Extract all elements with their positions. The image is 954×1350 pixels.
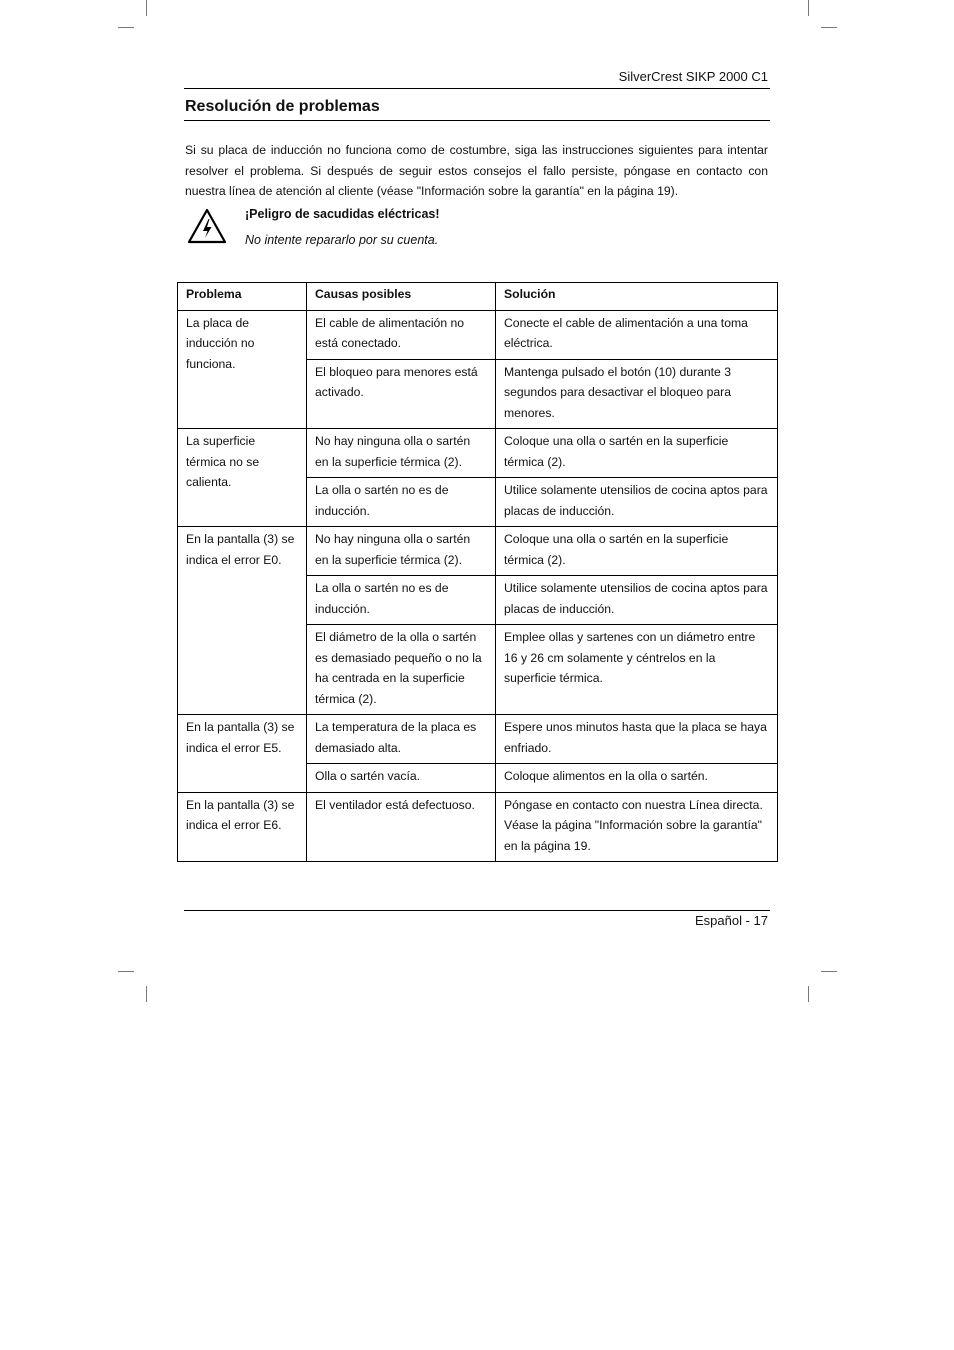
table-row bbox=[178, 310, 778, 359]
cause-cell: La olla o sartén no es de inducción. bbox=[307, 478, 496, 527]
troubleshooting-table bbox=[177, 282, 778, 862]
crop-mark bbox=[808, 0, 809, 16]
crop-mark bbox=[118, 971, 134, 972]
solution-cell: Espere unos minutos hasta que la placa se haya enfriado. bbox=[496, 715, 778, 764]
table-row bbox=[178, 527, 778, 576]
crop-mark bbox=[821, 971, 837, 972]
cause-cell: Olla o sartén vacía. bbox=[307, 764, 496, 793]
problem-cell: En la pantalla (3) se indica el error E0. bbox=[178, 527, 307, 715]
problem-cell: La placa de inducción no funciona. bbox=[178, 310, 307, 429]
header-product: SilverCrest SIKP 2000 C1 bbox=[618, 69, 768, 84]
solution-cell: Emplee ollas y sartenes con un diámetro entre 16 y 26 cm solamente y céntrelos en la superficie térmica. bbox=[496, 625, 778, 715]
solution-cell: Coloque alimentos en la olla o sartén. bbox=[496, 764, 778, 793]
solution-cell: Mantenga pulsado el botón (10) durante 3 segundos para desactivar el bloqueo para menores. bbox=[496, 359, 778, 429]
electric-shock-warning-icon bbox=[187, 208, 227, 244]
table-row bbox=[178, 792, 778, 862]
crop-mark bbox=[118, 27, 134, 28]
solution-cell: Utilice solamente utensilios de cocina aptos para placas de inducción. bbox=[496, 576, 778, 625]
cause-cell: No hay ninguna olla o sartén en la superficie térmica (2). bbox=[307, 429, 496, 478]
warning-title: ¡Peligro de sacudidas eléctricas! bbox=[245, 207, 440, 221]
solution-cell: Utilice solamente utensilios de cocina aptos para placas de inducción. bbox=[496, 478, 778, 527]
header-causes: Causas posibles bbox=[307, 283, 496, 311]
table-row bbox=[178, 429, 778, 478]
footer-rule bbox=[184, 910, 770, 911]
header-rule bbox=[184, 88, 770, 89]
table-row bbox=[178, 715, 778, 764]
title-rule bbox=[184, 120, 770, 121]
solution-cell: Coloque una olla o sartén en la superficie térmica (2). bbox=[496, 429, 778, 478]
solution-cell: Coloque una olla o sartén en la superficie térmica (2). bbox=[496, 527, 778, 576]
problem-cell: La superficie térmica no se calienta. bbox=[178, 429, 307, 527]
cause-cell: El bloqueo para menores está activado. bbox=[307, 359, 496, 429]
cause-cell: La temperatura de la placa es demasiado alta. bbox=[307, 715, 496, 764]
intro-paragraph: Si su placa de inducción no funciona como de costumbre, siga las instrucciones siguientes para intentar resolver el problema. Si después de seguir estos consejos el fallo persiste, póngase en contacto con nuestra línea de atención al cliente (véase "Información sobre la garantía" en la página 19). bbox=[185, 143, 768, 198]
cause-cell: El ventilador está defectuoso. bbox=[307, 792, 496, 862]
crop-mark bbox=[146, 986, 147, 1002]
cause-cell: No hay ninguna olla o sartén en la superficie térmica (2). bbox=[307, 527, 496, 576]
header-solution: Solución bbox=[496, 283, 778, 311]
warning-text: No intente repararlo por su cuenta. bbox=[245, 233, 439, 247]
cause-cell: El diámetro de la olla o sartén es demasiado pequeño o no la ha centrada en la superficie térmica (2). bbox=[307, 625, 496, 715]
cause-cell: La olla o sartén no es de inducción. bbox=[307, 576, 496, 625]
problem-cell: En la pantalla (3) se indica el error E6. bbox=[178, 792, 307, 862]
solution-cell: Póngase en contacto con nuestra Línea directa. Véase la página "Información sobre la garantía" en la página 19. bbox=[496, 792, 778, 862]
problem-cell: En la pantalla (3) se indica el error E5. bbox=[178, 715, 307, 793]
crop-mark bbox=[808, 986, 809, 1002]
crop-mark bbox=[821, 27, 837, 28]
header-problem: Problema bbox=[178, 283, 307, 311]
table-header-row bbox=[178, 283, 778, 311]
crop-mark bbox=[146, 0, 147, 16]
cause-cell: El cable de alimentación no está conectado. bbox=[307, 310, 496, 359]
footer-page-number: Español - 17 bbox=[695, 913, 768, 928]
solution-cell: Conecte el cable de alimentación a una toma eléctrica. bbox=[496, 310, 778, 359]
section-title: Resolución de problemas bbox=[185, 98, 380, 115]
